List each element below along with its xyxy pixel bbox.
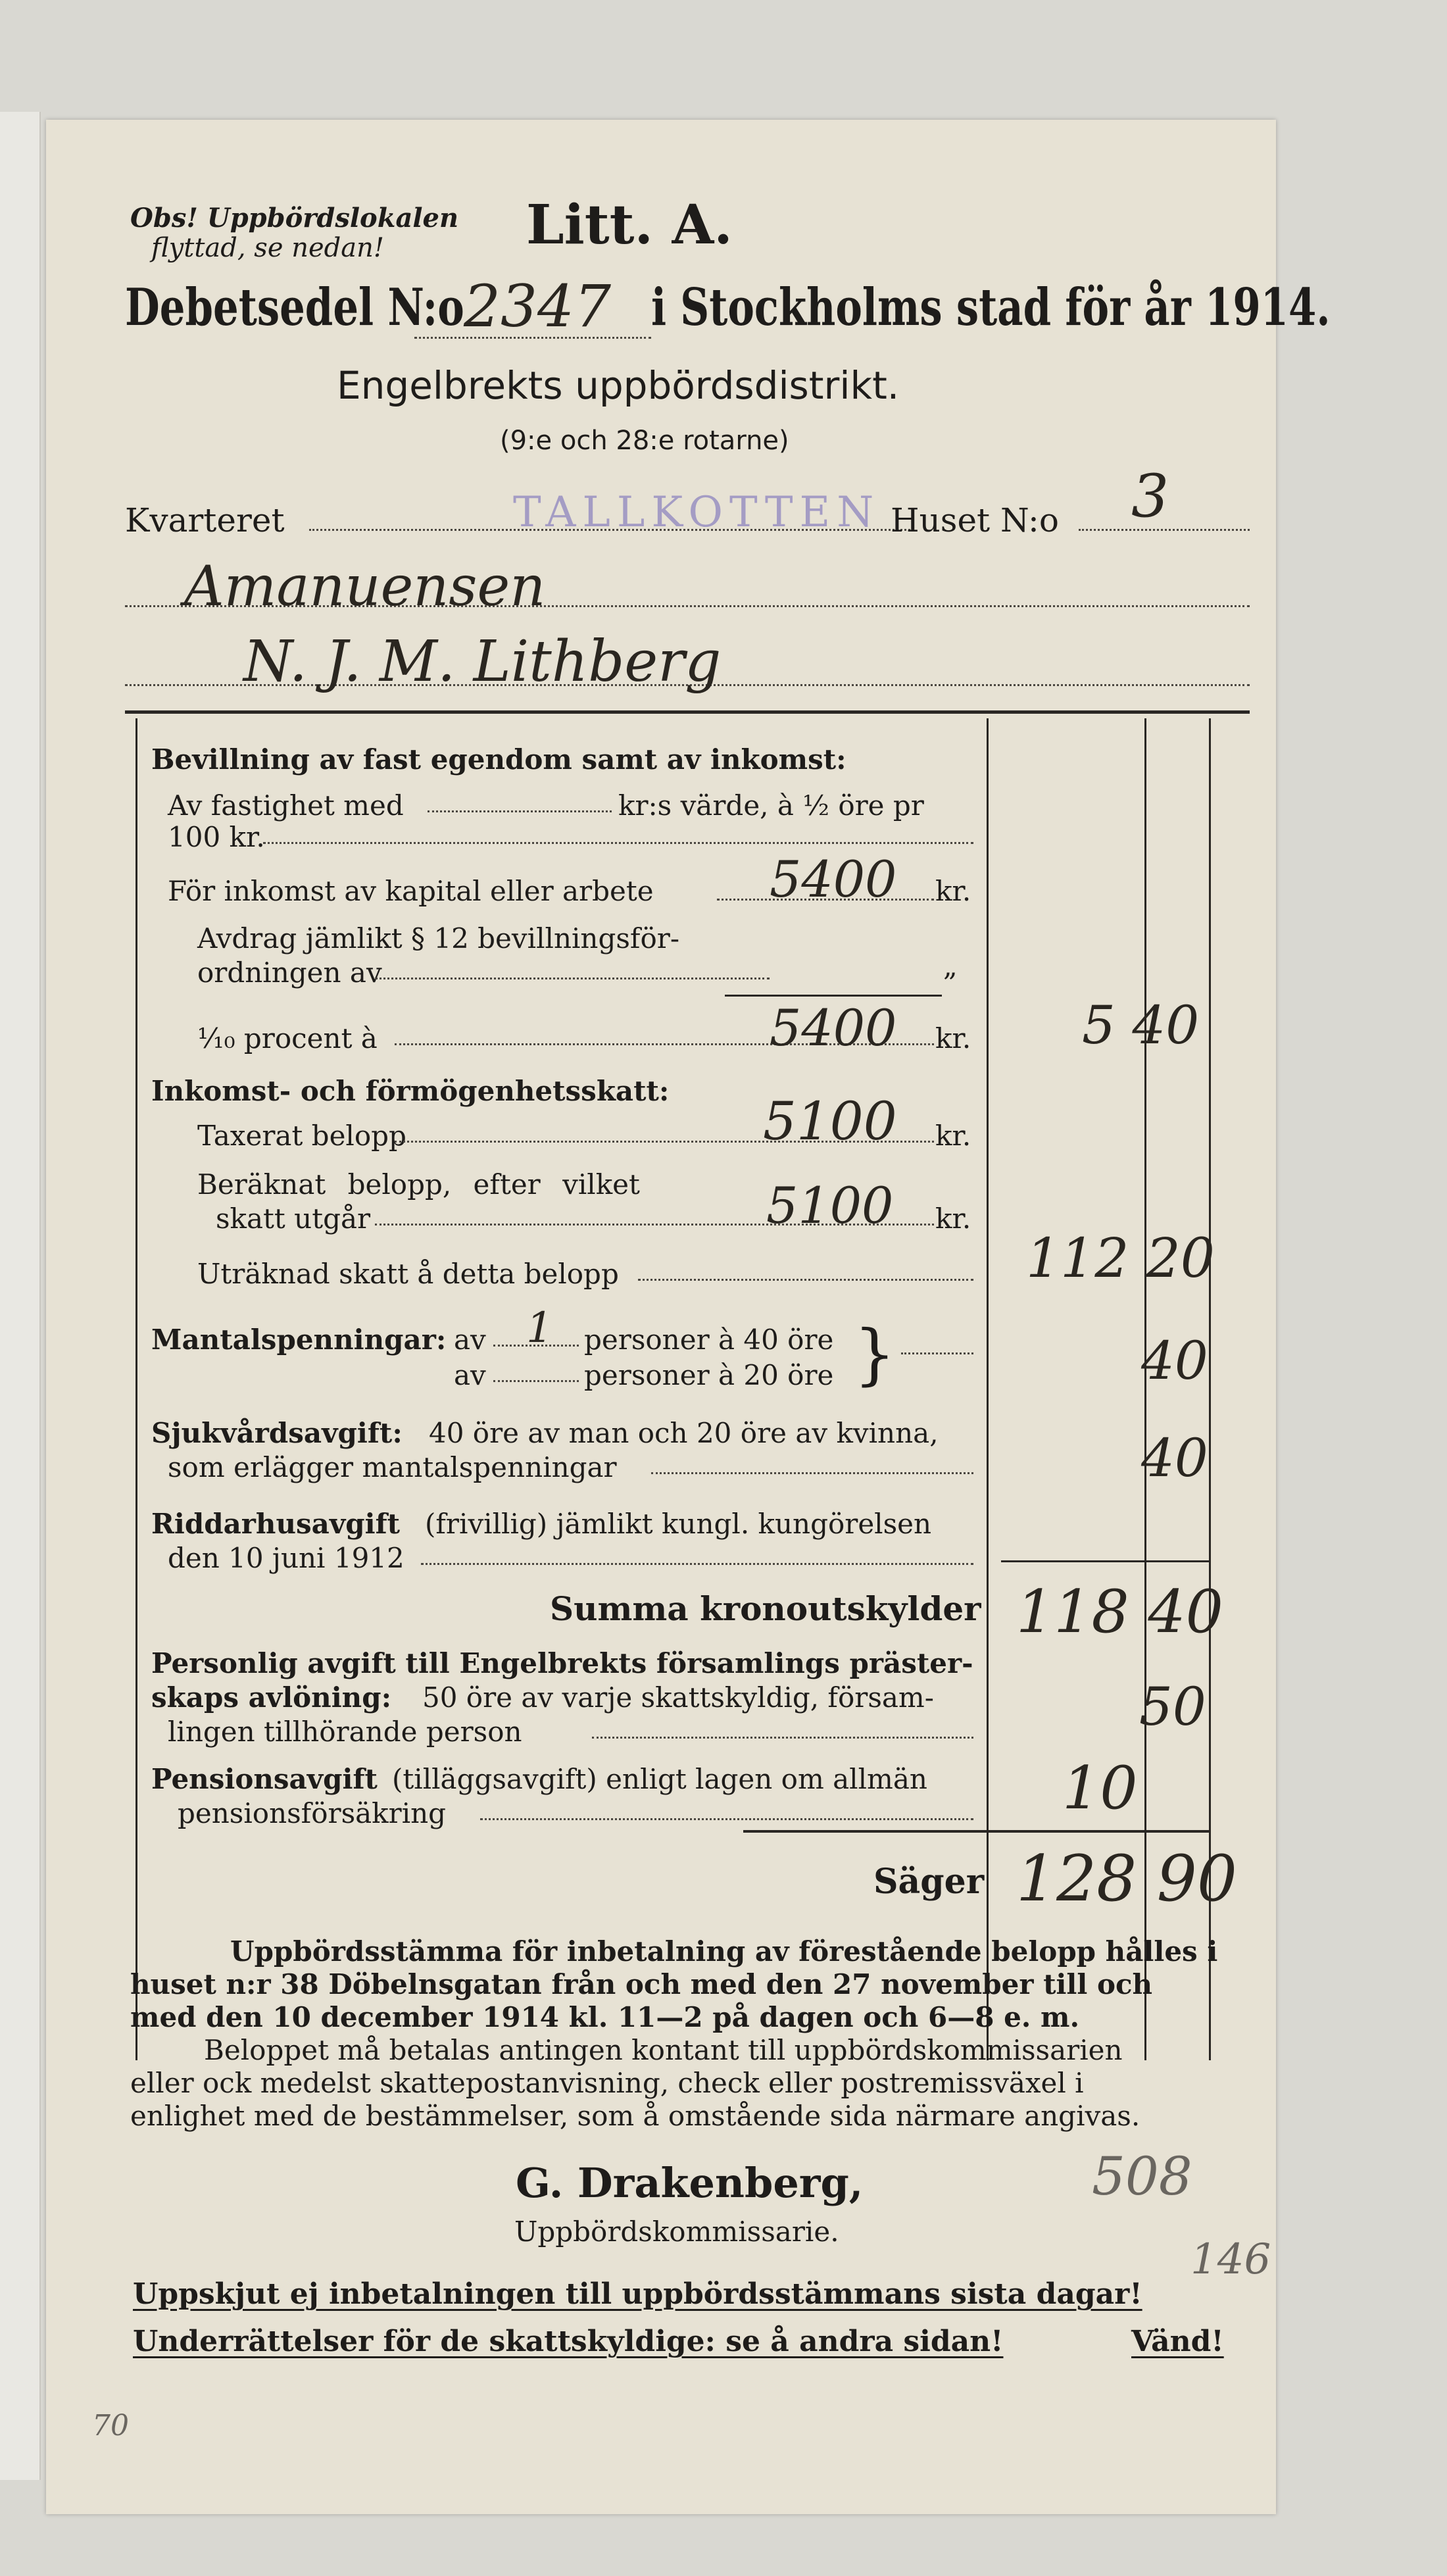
ridd-text1: (frivillig) jämlikt kungl. kungörelsen [425,1508,932,1540]
summa-rule [1001,1560,1209,1562]
debetsedel-label: Debetsedel N:o [125,278,464,337]
pension-heading: Pensionsavgift [151,1763,378,1795]
header-rule [125,710,1250,714]
table-left-border [135,718,137,2060]
footer-p1-line3: med den 10 december 1914 kl. 11—2 på dagen och 6—8 e. m. [130,2001,1080,2033]
sjuk-text1: 40 öre av man och 20 öre av kvinna, [429,1417,939,1449]
rotarne-subtitle: (9:e och 28:e rotarne) [500,426,789,456]
mantal-heading: Mantalspenningar: [151,1324,447,1356]
commissioner-title: Uppbördskommissarie. [514,2216,839,2248]
commissioner-signature: G. Drakenberg, [516,2159,864,2207]
footer-p2-line1: Beloppet må betalas antingen kontant till uppbördskommissarien [204,2034,1123,2066]
sager-rule [743,1830,1209,1833]
fastighet-text3: 100 kr. [168,821,265,853]
kapital-text: För inkomst av kapital eller arbete [168,875,654,907]
mantal-amount: 40 [1141,1330,1208,1391]
kapital-value: 5400 [770,850,897,908]
summa-amount: 118 40 [1016,1577,1223,1647]
taxerat-text: Taxerat belopp [197,1120,406,1152]
notice-line: Underrättelser för de skattskyldige: se å andra sidan! [133,2325,1004,2358]
procent-amount: 5 40 [1082,995,1200,1056]
taxpayer-name: N. J. M. Lithberg [243,629,722,695]
fastighet-dots2 [263,842,973,844]
fastighet-dots1 [428,810,612,812]
obs-note-line1: Obs! Uppbördslokalen [130,203,459,234]
footer-p1-line1: Uppbördsstämma för inbetalning av förestående belopp hålles i [230,1935,1218,1968]
taxerat-value: 5100 [763,1091,897,1152]
beraknat-text2: skatt utgår [216,1202,371,1235]
avdrag-dots [375,978,770,979]
avdrag-subtotal-rule [725,995,942,997]
footer-p2-line3: enlighet med de bestämmelser, som å omstående sida närmare angivas. [130,2100,1140,2132]
beraknat-text1: Beräknat belopp, efter vilket [197,1168,640,1201]
mantal-av1: av [454,1324,486,1356]
procent-text: ⅒ procent à [197,1022,378,1054]
turn-over-label: Vänd! [1131,2325,1224,2358]
ridd-dots [421,1563,973,1565]
taxerat-kr: kr. [935,1120,971,1152]
stad-heading: i Stockholms stad för år 1914. [651,278,1331,337]
mantal-count: 1 [526,1304,553,1352]
litt-heading: Litt. A. [526,193,733,257]
kvarteret-stamp: TALLKOTTEN [513,488,881,537]
sjuk-amount: 40 [1141,1427,1208,1489]
ridd-heading: Riddarhusavgift [151,1508,401,1540]
sjuk-dots [651,1472,973,1474]
sjuk-heading: Sjukvårdsavgift: [151,1417,403,1449]
mantal-brace: } [854,1316,896,1393]
pension-text1: (tilläggsavgift) enligt lagen om allmän [392,1763,927,1795]
page-mark: 70 [92,2409,129,2442]
obs-note-line2: flyttad, se nedan! [151,233,384,263]
footer-p1-line2: huset n:r 38 Döbelnsgatan från och med den 27 november till och [130,1968,1153,2000]
personlig-text3: lingen tillhörande person [168,1716,522,1748]
pension-dots [480,1818,973,1820]
ridd-text2: den 10 juni 1912 [168,1542,405,1574]
procent-value: 5400 [770,999,897,1057]
avdrag-text2: ordningen av [197,956,382,989]
bevillning-heading: Bevillning av fast egendom samt av inkomst: [151,743,846,776]
kvarteret-label: Kvarteret [125,501,285,539]
pencil-note-146: 146 [1190,2235,1271,2284]
pencil-note-508: 508 [1092,2146,1192,2207]
personlig-text2b: 50 öre av varje skattskyldig, försam- [422,1681,934,1714]
mantal-40-text: personer à 40 öre [584,1324,834,1356]
personlig-heading: Personlig avgift till Engelbrekts församlings präster- [151,1647,973,1679]
pension-text2: pensionsförsäkring [178,1797,447,1829]
mantal-av2: av [454,1359,486,1391]
beraknat-value: 5100 [766,1176,894,1235]
beraknat-kr: kr. [935,1202,971,1235]
sager-amount: 128 90 [1016,1842,1237,1916]
sager-label: Säger [873,1862,985,1902]
personlig-dots [592,1737,973,1739]
procent-kr: kr. [935,1022,971,1054]
footer-p2-line2: eller ock medelst skattepostanvisning, check eller postremissväxel i [130,2067,1084,2099]
huset-label: Huset N:o [891,501,1059,539]
sjuk-text2: som erlägger mantalspenningar [168,1451,617,1483]
avdrag-unit: „ [943,950,958,982]
district-title: Engelbrekts uppbördsdistrikt. [337,363,900,408]
utrakning-amount: 112 20 [1026,1227,1215,1290]
mantal-dots2 [493,1380,579,1382]
utrakning-dots [638,1279,973,1281]
fastighet-text1: Av fastighet med [168,789,404,822]
debetsedel-number: 2347 [464,272,611,340]
taxpayer-title: Amanuensen [184,554,546,618]
personlig-amount: 50 [1139,1676,1206,1737]
mantal-20-text: personer à 20 öre [584,1359,834,1391]
table-col1-border [987,718,989,2060]
summa-label: Summa kronoutskylder [550,1589,981,1628]
utrakning-text: Uträknad skatt å detta belopp [197,1258,619,1290]
tax-form-paper [46,120,1331,2514]
personlig-text2a: skaps avlöning: [151,1681,392,1714]
avdrag-text1: Avdrag jämlikt § 12 bevillningsför- [197,922,680,954]
fastighet-text2: kr:s värde, à ½ öre pr [618,789,924,822]
mantal-dots3 [901,1352,973,1354]
kapital-kr: kr. [935,875,971,907]
background-strip [0,112,41,2480]
huset-number: 3 [1131,462,1169,531]
warning-line: Uppskjut ej inbetalningen till uppbördsstämmans sista dagar! [133,2277,1142,2311]
pension-amount: 10 [1062,1754,1138,1823]
inkomst-heading: Inkomst- och förmögenhetsskatt: [151,1075,670,1107]
